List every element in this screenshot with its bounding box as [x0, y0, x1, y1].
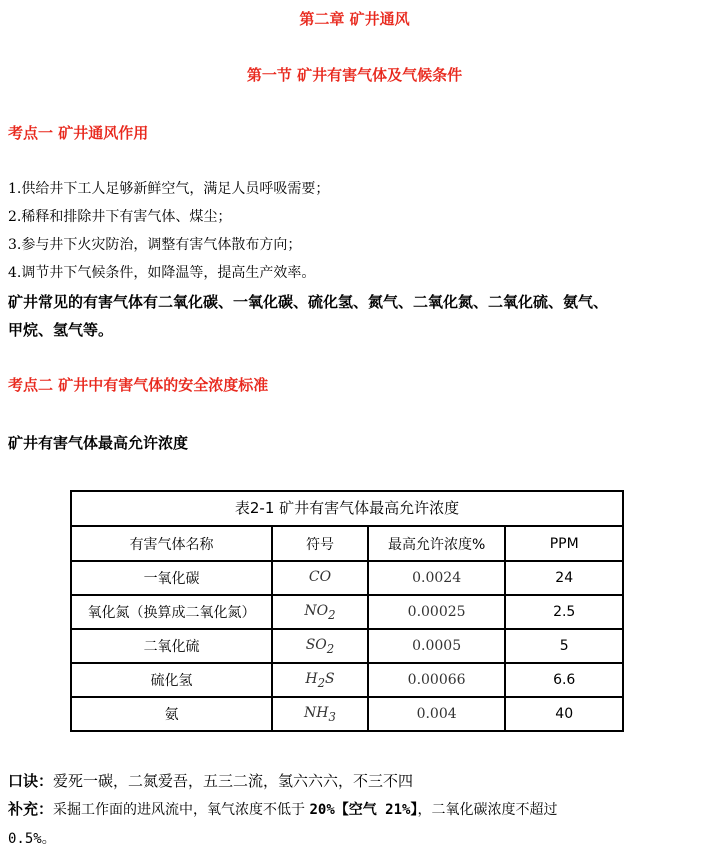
chapter-title: 第二章 矿井通风 [299, 10, 410, 28]
supplement-line2: 0.5%。 [8, 831, 56, 847]
symbol-cell: $H_2S$ [272, 663, 368, 697]
list-item: 1.供给井下工人足够新鲜空气，满足人员呼吸需要； [8, 181, 330, 197]
concentration-cell: 0.0024 [368, 561, 506, 595]
point2-heading: 考点二 矿井中有害气体的安全浓度标准 [8, 376, 269, 394]
table-row [71, 595, 623, 629]
section-title: 第一节 矿井有害气体及气候条件 [246, 66, 463, 84]
gas-name-cell: 氧化氮（换算成二氧化氮） [71, 595, 272, 629]
harmful-gases-paragraph-line1: 矿井常见的有害气体有二氧化碳、一氧化碳、硫化氢、氮气、二氧化氮、二氧化硫、氨气、 [8, 293, 609, 311]
header-symbol: 符号 [272, 526, 368, 561]
list-item: 3.参与井下火灾防治，调整有害气体散布方向； [8, 237, 302, 253]
gas-concentration-table [70, 490, 624, 732]
gas-name-cell: 氨 [71, 697, 272, 731]
supplement-label: 补充： [8, 800, 54, 818]
concentration-cell: 0.00066 [368, 663, 506, 697]
symbol-cell: CO [272, 561, 368, 595]
table-row [71, 629, 623, 663]
table-row [71, 697, 623, 731]
table-caption: 表2-1 矿井有害气体最高允许浓度 [70, 490, 624, 525]
ppm-cell: 6.6 [505, 663, 623, 697]
symbol-cell: $SO_2$ [272, 629, 368, 663]
symbol-cell: $NO_2$ [272, 595, 368, 629]
ppm-cell: 2.5 [505, 595, 623, 629]
mnemonic-line [8, 770, 413, 791]
point1-heading: 考点一 矿井通风作用 [8, 124, 149, 142]
gas-name-cell: 一氧化碳 [71, 561, 272, 595]
header-max-concentration: 最高允许浓度% [368, 526, 506, 561]
mnemonic-label: 口诀： [8, 772, 54, 790]
concentration-cell: 0.004 [368, 697, 506, 731]
harmful-gases-paragraph-line2: 甲烷、氢气等。 [8, 321, 114, 339]
supplement-text-b: ，二氧化碳浓度不超过 [417, 802, 558, 818]
header-gas-name: 有害气体名称 [71, 526, 272, 561]
list-item: 4.调节井下气候条件，如降温等，提高生产效率。 [8, 265, 316, 281]
table-subheading: 矿井有害气体最高允许浓度 [8, 434, 189, 452]
ppm-cell: 40 [505, 697, 623, 731]
concentration-cell: 0.00025 [368, 595, 506, 629]
ppm-cell: 5 [505, 629, 623, 663]
supplement-bold: 20%【空气 21%】 [309, 802, 418, 818]
gas-name-cell: 硫化氢 [71, 663, 272, 697]
concentration-cell: 0.0005 [368, 629, 506, 663]
ppm-cell: 24 [505, 561, 623, 595]
mnemonic-text: 爱死一碳，二氮爱吾，五三二流，氢六六六，不三不四 [53, 772, 414, 790]
table-row [71, 663, 623, 697]
supplement-text-a: 采掘工作面的进风流中，氧气浓度不低于 [53, 802, 310, 818]
gas-name-cell: 二氧化硫 [71, 629, 272, 663]
table-row [71, 561, 623, 595]
supplement-line [8, 798, 557, 819]
symbol-cell: $NH_3$ [272, 697, 368, 731]
list-item: 2.稀释和排除井下有害气体、煤尘； [8, 209, 232, 225]
header-ppm: PPM [505, 526, 623, 561]
